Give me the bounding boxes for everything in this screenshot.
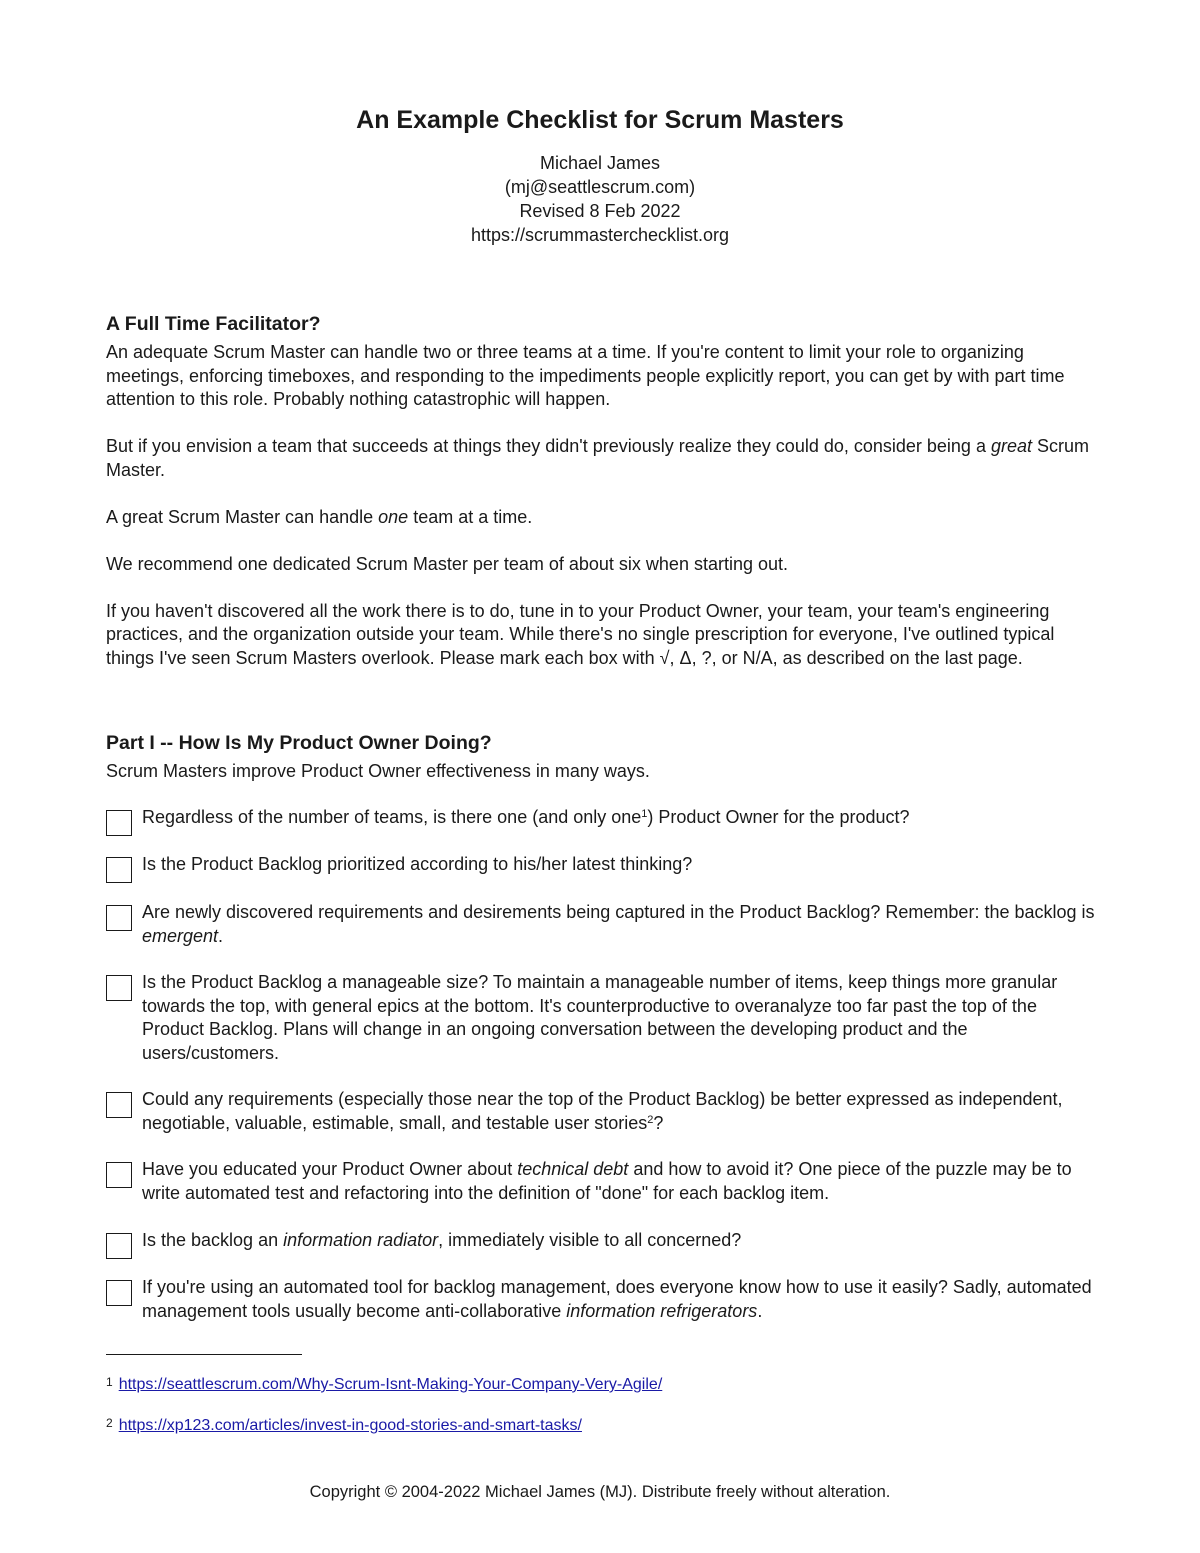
emphasis-text: great bbox=[990, 436, 1032, 456]
item-text: Regardless of the number of teams, is there one (and only one bbox=[142, 807, 642, 827]
item-text: . bbox=[218, 925, 224, 946]
checklist-item bbox=[106, 901, 1096, 948]
footnote-1 bbox=[106, 1372, 662, 1395]
footnote-number: 1 bbox=[106, 1375, 113, 1389]
part1-section bbox=[106, 731, 1096, 784]
section-heading-facilitator: A Full Time Facilitator? bbox=[106, 313, 321, 335]
emphasis-text: information radiator bbox=[283, 1230, 439, 1250]
checkbox[interactable] bbox=[106, 810, 132, 836]
site-url: https://scrummasterchecklist.org bbox=[470, 225, 730, 245]
part1-intro: Scrum Masters improve Product Owner effectiveness in many ways. bbox=[106, 761, 650, 781]
paragraph: An adequate Scrum Master can handle two or three teams at a time. If you're content to limit your role to organizing meetings, enforcing timeboxes, and responding to the impediments people explicitly report, you can get by with part time attention to this role. Probably nothing catastrophic will happen. bbox=[106, 342, 1065, 409]
footnote-link[interactable]: https://xp123.com/articles/invest-in-good-stories-and-smart-tasks/ bbox=[118, 1417, 582, 1434]
item-text: Are newly discovered requirements and desirements being captured in the Product Backlog? Remember: the backlog is bbox=[142, 902, 1095, 922]
checkbox[interactable] bbox=[106, 1280, 132, 1306]
item-text: ? bbox=[653, 1112, 664, 1133]
checklist-item-text bbox=[142, 1276, 1096, 1323]
checklist-item bbox=[106, 1276, 1096, 1323]
item-text: ) Product Owner for the product? bbox=[647, 807, 910, 827]
emphasis-text: technical debt bbox=[517, 1159, 629, 1179]
checklist-item-text bbox=[142, 901, 1096, 948]
copyright-notice: Copyright © 2004-2022 Michael James (MJ). Distribute freely without alteration. bbox=[309, 1483, 891, 1501]
emphasis-text: information refrigerators bbox=[566, 1300, 758, 1321]
author-email: (mj@seattlescrum.com) bbox=[504, 177, 696, 197]
checklist-item-text bbox=[142, 1088, 1096, 1135]
checklist-item bbox=[106, 806, 1096, 830]
author-name: Michael James bbox=[539, 153, 661, 173]
paragraph: If you haven't discovered all the work there is to do, tune in to your Product Owner, your team, your team's engineering practices, and the organization outside your team. While there's no single prescription for everyone, I've outlined typical things I've seen Scrum Masters overlook. Please mark each box with √, Δ, ?, or N/A, as described on the last page. bbox=[106, 600, 1055, 668]
facilitator-section bbox=[106, 312, 1096, 694]
item-text: Is the backlog an bbox=[142, 1230, 284, 1250]
footnote-ref: 1 bbox=[641, 808, 648, 820]
paragraph bbox=[106, 506, 1096, 530]
paragraph-text: Scrum Master. bbox=[106, 436, 1089, 480]
checklist-item-text: Is the Product Backlog prioritized according to his/her latest thinking? bbox=[142, 854, 693, 874]
item-text: Could any requirements (especially those near the top of the Product Backlog) be better expressed as independent, negotiable, valuable, estimable, small, and testable user stories bbox=[142, 1089, 1063, 1133]
item-text: and how to avoid it? One piece of the puzzle may be to write automated test and refactoring into the definition of "done" for each backlog item. bbox=[142, 1159, 1072, 1203]
paragraph-text: But if you envision a team that succeeds at things they didn't previously realize they could do, consider being a bbox=[106, 436, 991, 456]
footnote-2 bbox=[106, 1413, 582, 1436]
footnote-ref: 2 bbox=[647, 1113, 654, 1126]
item-text: , immediately visible to all concerned? bbox=[438, 1230, 742, 1250]
checklist-item bbox=[106, 1158, 1096, 1205]
author-block bbox=[0, 151, 1200, 247]
checklist-item-text bbox=[142, 1158, 1096, 1205]
document-title: An Example Checklist for Scrum Masters bbox=[356, 106, 844, 134]
checkbox[interactable] bbox=[106, 975, 132, 1001]
checkbox[interactable] bbox=[106, 1233, 132, 1259]
checkbox[interactable] bbox=[106, 857, 132, 883]
checklist-item-text: Is the Product Backlog a manageable size? To maintain a manageable number of items, keep things more granular towards the top, with general epics at the bottom. It's counterproductive to overanalyze too far past the top of the Product Backlog. Plans will change in an ongoing conversation between the developing product and the users/customers. bbox=[142, 972, 1058, 1063]
checklist-item bbox=[106, 1229, 1096, 1253]
footnote-divider bbox=[106, 1354, 302, 1355]
item-text: Have you educated your Product Owner about bbox=[142, 1159, 518, 1179]
checklist-item-text bbox=[142, 1229, 1096, 1253]
emphasis-text: one bbox=[378, 506, 409, 527]
checklist-item bbox=[106, 1088, 1096, 1135]
item-text: . bbox=[757, 1300, 763, 1321]
paragraph bbox=[106, 435, 1096, 482]
checkbox[interactable] bbox=[106, 1162, 132, 1188]
footnote-number: 2 bbox=[106, 1416, 113, 1430]
item-text: If you're using an automated tool for backlog management, does everyone know how to use it easily? Sadly, automated management tools usually become anti-collaborative bbox=[142, 1277, 1092, 1321]
paragraph-text: A great Scrum Master can handle bbox=[106, 506, 379, 527]
paragraph: We recommend one dedicated Scrum Master per team of about six when starting out. bbox=[106, 553, 789, 574]
checklist-item-text bbox=[142, 806, 1096, 830]
paragraph-text: team at a time. bbox=[408, 506, 533, 527]
emphasis-text: emergent bbox=[142, 925, 219, 946]
checkbox[interactable] bbox=[106, 905, 132, 931]
footnote-link[interactable]: https://seattlescrum.com/Why-Scrum-Isnt-Making-Your-Company-Very-Agile/ bbox=[118, 1376, 663, 1393]
checklist-item bbox=[106, 853, 1096, 877]
checkbox[interactable] bbox=[106, 1092, 132, 1118]
checklist-item bbox=[106, 971, 1096, 1065]
revision-date: Revised 8 Feb 2022 bbox=[519, 201, 681, 221]
section-heading-part1: Part I -- How Is My Product Owner Doing? bbox=[106, 732, 492, 754]
